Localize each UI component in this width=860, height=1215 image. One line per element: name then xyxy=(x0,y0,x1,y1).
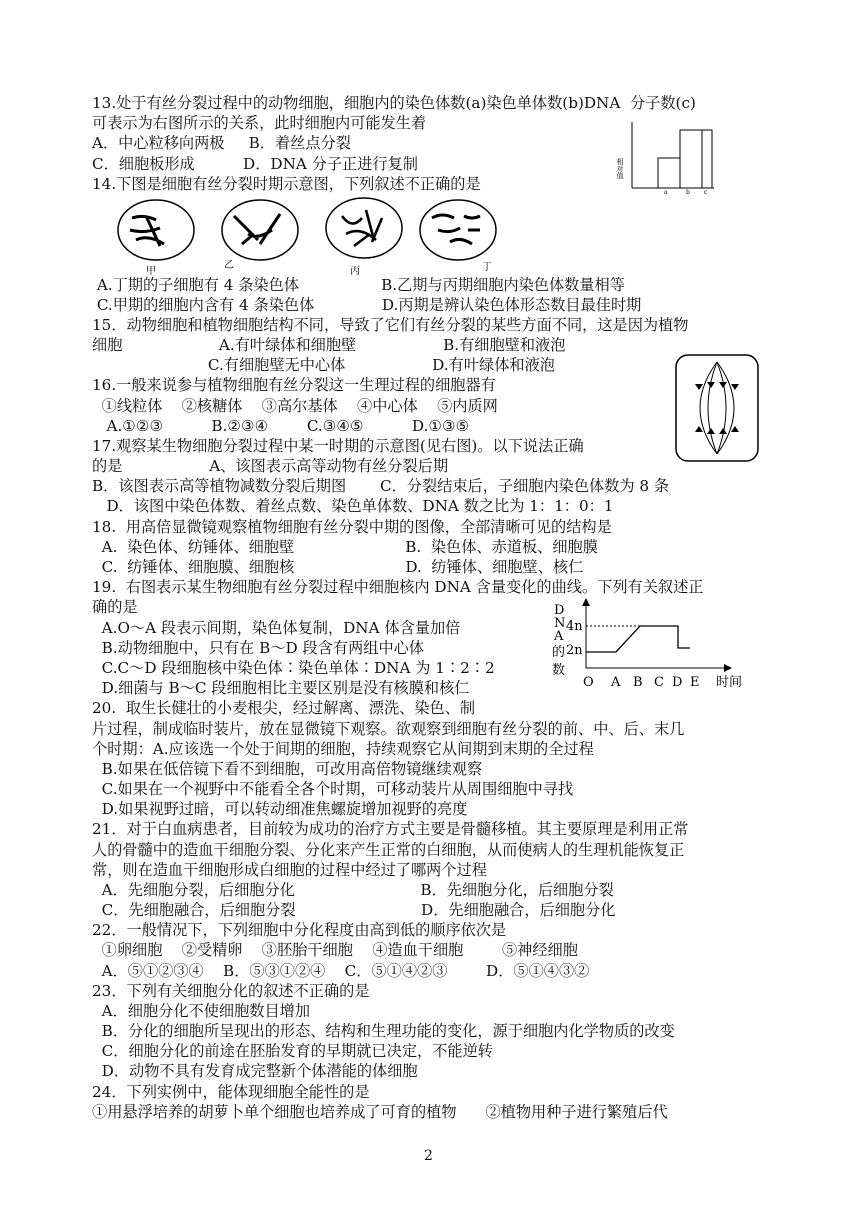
fig13-xlabel-c: c xyxy=(704,189,708,194)
svg-text:D: D xyxy=(672,675,683,690)
svg-text:O: O xyxy=(583,675,594,690)
fig14-cell-diagrams xyxy=(110,196,510,278)
fig13-bar-chart xyxy=(614,118,720,194)
text-line: 个时期：A.应该选一个处于间期的细胞，持续观察它从间期到末期的全过程 xyxy=(92,740,594,758)
text-line: 15．动物细胞和植物细胞结构不同，导致了它们有丝分裂的某些方面不同，这是因为植物 xyxy=(92,316,689,334)
text-line: C．先细胞融合，后细胞分裂 D．先细胞融合，后细胞分化 xyxy=(92,901,616,919)
text-line: D．该图中染色体数、着丝点数、染色单体数、DNA 数之比为 1：1：0：1 xyxy=(92,497,614,515)
text-line: 21．对于白血病患者，目前较为成功的治疗方式主要是骨髓移植。其主要原理是利用正常 xyxy=(92,820,689,838)
xlabel-time: 时间 xyxy=(716,675,743,690)
text-line: C.C～D 段细胞核中染色体∶染色单体∶DNA 为 1∶2∶2 xyxy=(92,659,495,677)
text-line: B.如果在低倍镜下看不到细胞，可改用高倍物镜继续观察 xyxy=(92,760,483,778)
text-line: C. 纺锤体、细胞膜、细胞核 D. 纺锤体、细胞壁、核仁 xyxy=(92,558,584,576)
text-line: C.如果在一个视野中不能看全各个时期，可移动装片从周围细胞中寻找 xyxy=(92,780,574,798)
svg-text:数: 数 xyxy=(552,663,566,678)
text-line: 可表示为右图所示的关系，此时细胞内可能发生着 xyxy=(92,114,427,132)
label-bing: 丙 xyxy=(350,266,360,277)
text-line: D．动物不具有发育成完整新个体潜能的体细胞 xyxy=(92,1062,418,1080)
text-line: B.动物细胞中，只有在 B～D 段含有两组中心体 xyxy=(92,639,425,657)
fig13-bar-d xyxy=(702,130,712,188)
text-line: B．分化的细胞所呈现出的形态、结构和生理功能的变化，源于细胞内化学物质的改变 xyxy=(92,1022,675,1040)
text-line: 常，则在造血干细胞形成白细胞的过程中经过了哪两个过程 xyxy=(92,861,487,879)
fig17-spindle-cell xyxy=(675,354,759,462)
dna-line xyxy=(586,626,690,652)
svg-text:C: C xyxy=(654,675,664,690)
text-line: C.有细胞壁无中心体 D.有叶绿体和液泡 xyxy=(92,356,555,374)
svg-text:A: A xyxy=(554,629,564,644)
text-line: 确的是 xyxy=(92,598,138,616)
label-ding: 丁 xyxy=(482,262,492,273)
text-line: A.①②③ B.②③④ C.③④⑤ D.①③⑤ xyxy=(92,417,470,435)
svg-text:D: D xyxy=(554,603,565,618)
fig13-bar-c xyxy=(680,130,702,188)
svg-text:的: 的 xyxy=(552,645,566,660)
text-line: A．先细胞分裂，后细胞分化 B．先细胞分化，后细胞分裂 xyxy=(92,881,614,899)
text-line: ①用悬浮培养的胡萝卜单个细胞也培养成了可育的植物 ②植物用种子进行繁殖后代 xyxy=(92,1103,668,1121)
text-line: 24．下列实例中，能体现细胞全能性的是 xyxy=(92,1083,370,1101)
text-line: B．该图表示高等植物减数分裂后期图 C．分裂结束后，子细胞内染色体数为 8 条 xyxy=(92,477,670,495)
text-line: A．中心粒移向两极 B．着丝点分裂 xyxy=(92,134,351,152)
text-line: 19. 右图表示某生物细胞有丝分裂过程中细胞核内 DNA 含量变化的曲线。下列有关叙述正 xyxy=(92,578,704,596)
text-line: A.丁期的子细胞有 4 条染色体 B.乙期与丙期细胞内染色体数量相等 xyxy=(92,276,625,294)
fig13-ylabel: 相对值 xyxy=(616,158,624,179)
tick-4n: 4n xyxy=(566,619,583,634)
text-line: 13.处于有丝分裂过程中的动物细胞，细胞内的染色体数(a)染色单体数(b)DNA 分子数(c) xyxy=(92,94,696,112)
text-line: 23．下列有关细胞分化的叙述不正确的是 xyxy=(92,982,370,1000)
text-line: 人的骨髓中的造血干细胞分裂、分化来产生正常的白细胞，从而使病人的生理机能恢复正 xyxy=(92,841,685,859)
text-line: 的是 A、该图表示高等动物有丝分裂后期 xyxy=(92,457,449,475)
text-line: 16.一般来说参与植物细胞有丝分裂这一生理过程的细胞器有 xyxy=(92,376,496,394)
text-line: D.细菌与 B～C 段细胞相比主要区别是没有核膜和核仁 xyxy=(92,679,470,697)
text-line: 细胞 A.有叶绿体和细胞壁 B.有细胞壁和液泡 xyxy=(92,336,566,354)
text-line: 片过程，制成临时装片，放在显微镜下观察。欲观察到细胞有丝分裂的前、中、后、末几 xyxy=(92,720,685,738)
text-line: 22．一般情况下，下列细胞中分化程度由高到低的顺序依次是 xyxy=(92,921,507,939)
text-line: ①卵细胞 ②受精卵 ③胚胎干细胞 ④造血干细胞 ⑤神经细胞 xyxy=(92,941,578,959)
tick-2n: 2n xyxy=(566,643,583,658)
fig13-bar-b xyxy=(658,158,680,188)
svg-text:N: N xyxy=(554,616,566,631)
text-line: ①线粒体 ②核糖体 ③高尔基体 ④中心体 ⑤内质网 xyxy=(92,397,498,415)
text-line: A．⑤①②③④ B．⑤③①②④ C．⑤①④②③ D．⑤①④③② xyxy=(92,962,590,980)
text-line: A. 染色体、纺锤体、细胞壁 B. 染色体、赤道板、细胞膜 xyxy=(92,538,598,556)
text-line: 20. 取生长健壮的小麦根尖，经过解离、漂洗、染色、制 xyxy=(92,699,476,717)
label-jia: 甲 xyxy=(146,266,156,277)
svg-text:A: A xyxy=(611,675,621,690)
text-line: C．细胞板形成 D．DNA 分子正进行复制 xyxy=(92,155,418,173)
text-line: D.如果视野过暗，可以转动细准焦螺旋增加视野的亮度 xyxy=(92,800,468,818)
text-line: 18. 用高倍显微镜观察植物细胞有丝分裂中期的图像，全部清晰可见的结构是 xyxy=(92,518,612,536)
svg-text:B: B xyxy=(633,675,643,690)
text-line: C．细胞分化的前途在胚胎发育的早期就已决定，不能逆转 xyxy=(92,1042,493,1060)
text-line: 17.观察某生物细胞分裂过程中某一时期的示意图(见右图)。以下说法正确 xyxy=(92,437,584,455)
cell-yi xyxy=(222,200,298,260)
text-line: C.甲期的细胞内含有 4 条染色体 D.丙期是辨认染色体形态数目最佳时期 xyxy=(92,296,642,314)
cell-bing xyxy=(326,198,402,258)
text-line: 14.下图是细胞有丝分裂时期示意图，下列叙述不正确的是 xyxy=(92,175,481,193)
fig13-xlabel-b: b xyxy=(686,189,690,194)
text-line: A．细胞分化不使细胞数目增加 xyxy=(92,1002,311,1020)
label-yi: 乙 xyxy=(224,260,234,271)
text-line: A.O～A 段表示间期，染色体复制，DNA 体含量加倍 xyxy=(92,619,461,637)
fig19-dna-curve xyxy=(548,596,760,690)
page-number: 2 xyxy=(424,1148,433,1164)
svg-text:E: E xyxy=(690,675,700,690)
fig13-xlabel-a: a xyxy=(664,189,668,194)
